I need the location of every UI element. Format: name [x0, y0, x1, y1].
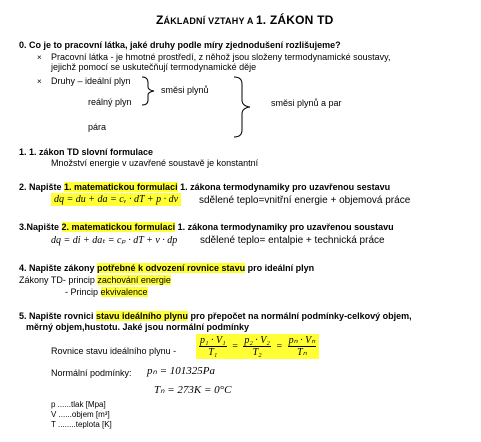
q5-normal-label: Normální podmínky: [51, 368, 132, 378]
q0-bullet2: Druhy – ideální plyn [51, 76, 131, 86]
bullet-icon: × [37, 53, 42, 62]
highlight: ekvivalence [100, 287, 148, 297]
highlight: 1. matematickou formulaci [64, 182, 178, 192]
q0-gas-mix: směsi plynů [161, 85, 209, 95]
highlight: potřebné k odvození rovnice stavu [97, 263, 246, 273]
bullet-icon: × [37, 77, 42, 86]
q4-heading: 4. Napište zákony potřebné k odvození rovnice stavu pro ideální plyn [19, 263, 315, 273]
q1-answer: Množství energie v uzavřené soustavě je konstantní [51, 158, 259, 168]
q5-tn: Tₙ = 273K = 0°C [154, 384, 232, 396]
highlight: zachování energie [97, 275, 171, 285]
q5-heading-line2: měrný objem,hustotu. Jaké jsou normální podmínky [26, 322, 250, 332]
page-title [156, 15, 333, 27]
q0-real-gas: reálný plyn [88, 97, 132, 107]
large-brace-icon [232, 76, 258, 138]
title-main: 1. ZÁKON TD [255, 13, 334, 27]
q4-line1: Zákony TD- princip zachování energie [19, 275, 171, 285]
q1-heading: 1. 1. zákon TD slovní formulace [19, 147, 154, 157]
q0-heading: 0. Co je to pracovní látka, jaké druhy podle míry zjednodušení rozlišujeme? [19, 40, 341, 50]
fraction-3: $\frac{\text{pₙ · Vₙ}}{\text{Tₙ}}$ [288, 335, 316, 358]
q0-gas-vapor-mix: směsi plynů a par [271, 98, 342, 108]
small-brace-icon [140, 76, 162, 106]
fraction-1: $\frac{\text{p₁ · V₁}}{\text{T₁}}$ [200, 335, 226, 358]
q3-note: sdělené teplo= entalpie + technická práce [200, 235, 385, 246]
q5-eq-label: Rovnice stavu ideálního plynu - [51, 346, 177, 356]
fraction-2: $\frac{\text{p₂ · V₂}}{\text{T₂}}$ [244, 335, 270, 358]
highlight: stavu ideálního plynu [96, 311, 189, 321]
legend-p: p ......tlak [Mpa] [51, 400, 106, 409]
title-prefix: Z [156, 13, 164, 27]
legend-t: T ........teplota [K] [51, 420, 112, 429]
title-prefix-small: ÁKLADNÍ VZTAHY A [163, 16, 256, 26]
q0-bullet1-line2: jejichž pomocí se uskutečňují termodynamické děje [51, 62, 257, 72]
ideal-gas-equation: $\frac{\text{p₁ · V₁}}{\text{T₁}}$ = $\frac{\text{p₂ · V₂}}{\text{T₂}}$ = $\frac{\text{pₙ · Vₙ}}{\text{Tₙ}}$ [196, 334, 319, 359]
q3-formula: dq = di + daₜ = cₚ · dT + v · dp [51, 235, 178, 246]
q5-heading: 5. Napište rovnici stavu ideálního plynu pro přepočet na normální podmínky-celkový objem, [19, 311, 412, 321]
q2-heading: 2. Napište 1. matematickou formulaci 1. zákona termodynamiky pro uzavřenou sestavu [19, 182, 391, 192]
q5-pn: pₙ = 101325Pa [147, 365, 216, 377]
q2-note: sdělené teplo=vnitřní energie + objemová práce [199, 195, 411, 206]
q0-vapor: pára [88, 122, 107, 132]
highlight: 2. matematickou formulaci [61, 222, 176, 232]
legend-v: V ......objem [m³] [51, 410, 110, 419]
q3-heading: 3.Napište 2. matematickou formulaci 1. zákona termodynamiky pro uzavřenou soustavu [19, 222, 394, 232]
q2-formula: dq = du + da = cᵥ · dT + p · dv [51, 193, 181, 206]
q4-line2: - Princip ekvivalence [65, 287, 148, 297]
q0-bullet1-line1: Pracovní látka - je hmotné prostředí, z něhož jsou složeny termodynamické soustavy, [51, 52, 391, 62]
